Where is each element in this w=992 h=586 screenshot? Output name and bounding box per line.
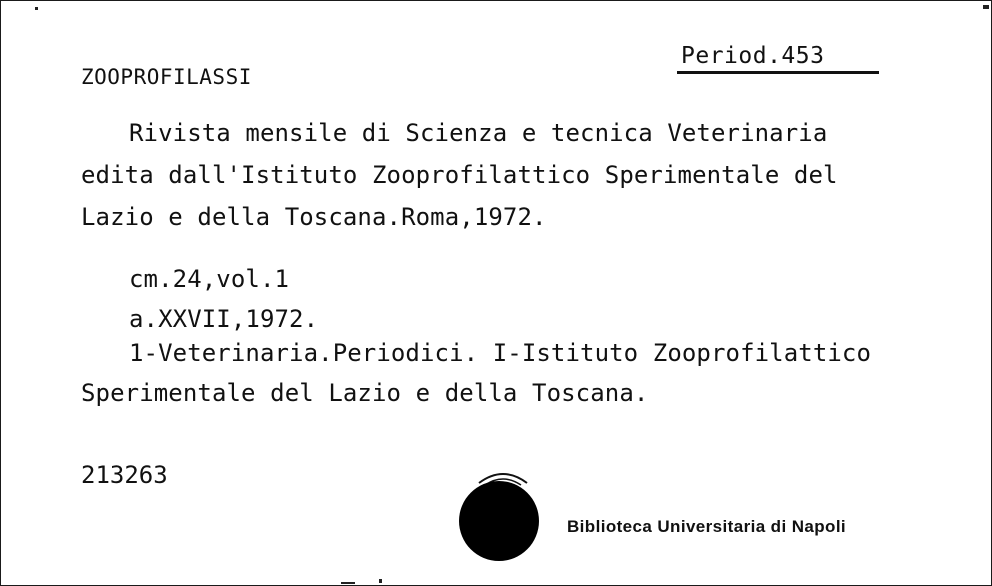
subjects-line-1: 1-Veterinaria.Periodici. I-Istituto Zooprofilattico: [129, 339, 872, 367]
ink-speck: [379, 579, 382, 583]
issue-info: a.XXVII,1972.: [129, 305, 319, 333]
library-stamp: Biblioteca Universitaria di Napoli: [567, 517, 847, 536]
description-line-2: edita dall'Istituto Zooprofilattico Sperimentale del: [81, 161, 838, 189]
ink-speck: [341, 582, 355, 584]
ink-speck: [983, 5, 989, 9]
library-seal-icon: [459, 481, 539, 561]
shelfmark: Period.453: [681, 43, 825, 69]
shelfmark-underline: [677, 71, 879, 74]
card-heading: ZOOPROFILASSI: [81, 65, 252, 89]
ink-speck: [35, 7, 38, 10]
accession-number: 213263: [81, 461, 168, 489]
physical-description: cm.24,vol.1: [129, 265, 290, 293]
description-line-3: Lazio e della Toscana.Roma,1972.: [81, 203, 547, 231]
description-line-1: Rivista mensile di Scienza e tecnica Veterinaria: [129, 119, 828, 147]
subjects-line-2: Sperimentale del Lazio e della Toscana.: [81, 379, 649, 407]
